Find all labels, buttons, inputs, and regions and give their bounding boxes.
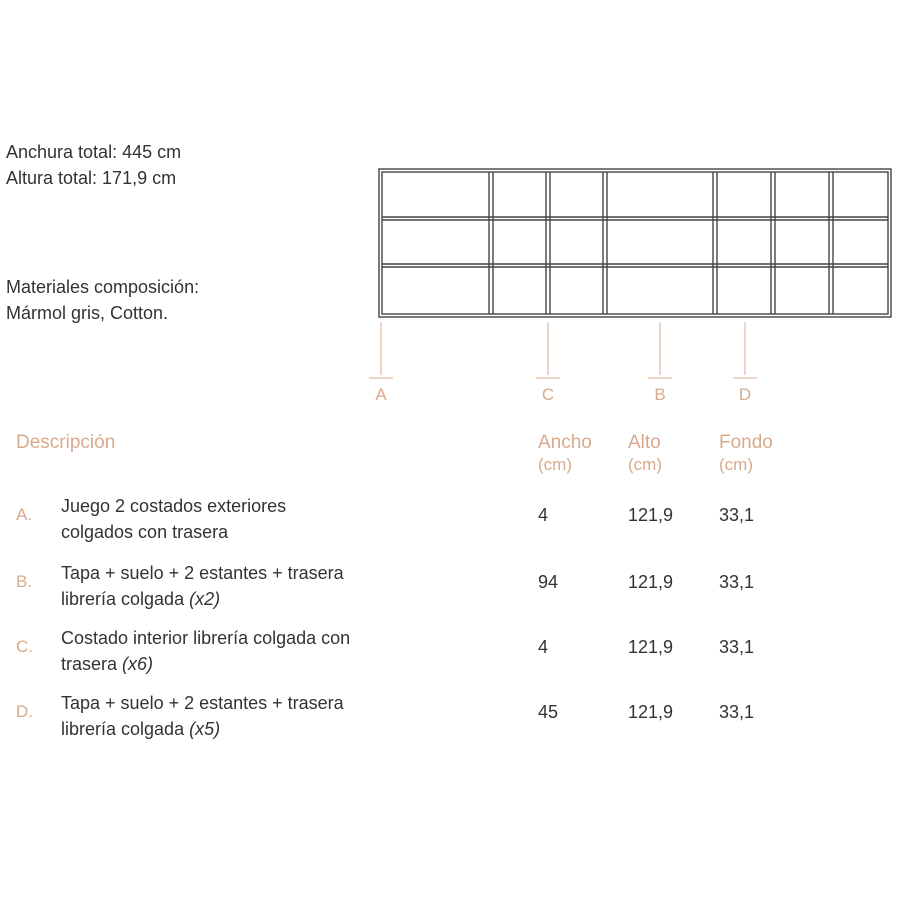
row-description [61, 625, 421, 677]
inner-frame [382, 172, 888, 314]
header-descripcion: Descripción [16, 432, 116, 453]
row-qty: (x5) [189, 719, 221, 739]
table-row [0, 560, 900, 616]
row-desc-line2: librería colgada [61, 719, 190, 739]
header-alto [628, 432, 662, 476]
table-row [0, 625, 900, 681]
row-desc-line2: colgados con trasera [61, 522, 229, 542]
pointer-label-D: D [738, 385, 752, 404]
row-alto: 121,9 [628, 637, 674, 657]
row-alto: 121,9 [628, 702, 674, 722]
pointer-A [369, 322, 393, 404]
row-ancho: 4 [538, 505, 549, 525]
pointer-label-C: C [541, 385, 555, 404]
header-alto-label: Alto [628, 432, 661, 453]
table-row [0, 493, 900, 549]
pointer-D [733, 322, 757, 404]
header-ancho-unit: (cm) [538, 455, 572, 474]
table-row [0, 690, 900, 746]
row-description [61, 493, 421, 545]
outer-frame [379, 169, 891, 317]
header-ancho [538, 432, 592, 476]
row-fondo: 33,1 [719, 702, 755, 722]
row-fondo: 33,1 [719, 505, 755, 525]
row-qty: (x6) [122, 654, 154, 674]
shelving-diagram [0, 0, 900, 420]
row-letter: C. [16, 637, 33, 656]
row-desc-line1: Tapa + suelo + 2 estantes + trasera [61, 693, 344, 713]
header-fondo-unit: (cm) [719, 455, 753, 474]
row-ancho: 94 [538, 572, 559, 592]
row-desc-line1: Juego 2 costados exteriores [61, 496, 287, 516]
header-fondo-label: Fondo [719, 432, 773, 453]
header-alto-unit: (cm) [628, 455, 662, 474]
row-desc-line2: trasera [61, 654, 123, 674]
row-desc-line2: librería colgada [61, 589, 190, 609]
row-description [61, 560, 421, 612]
total-height-text: Altura total: 171,9 cm [6, 168, 177, 188]
row-alto: 121,9 [628, 505, 674, 525]
row-fondo: 33,1 [719, 572, 755, 592]
row-description [61, 690, 421, 742]
row-desc-line1: Tapa + suelo + 2 estantes + trasera [61, 563, 344, 583]
row-letter: D. [16, 702, 33, 721]
header-fondo [719, 432, 773, 476]
materials-value: Mármol gris, Cotton. [6, 303, 169, 323]
shelving-outline [379, 169, 891, 317]
row-ancho: 4 [538, 637, 549, 657]
pointer-C [536, 322, 560, 404]
total-width-text: Anchura total: 445 cm [6, 142, 182, 162]
pointer-label-A: A [375, 385, 387, 404]
pointer-B [648, 322, 672, 404]
row-qty: (x2) [189, 589, 221, 609]
row-letter: B. [16, 572, 33, 591]
row-ancho: 45 [538, 702, 559, 722]
materials-label: Materiales composición: [6, 277, 200, 297]
pointer-label-B: B [654, 385, 666, 404]
row-desc-line1: Costado interior librería colgada con [61, 628, 351, 648]
row-fondo: 33,1 [719, 637, 755, 657]
row-alto: 121,9 [628, 572, 674, 592]
header-ancho-label: Ancho [538, 432, 592, 453]
row-letter: A. [16, 505, 33, 524]
